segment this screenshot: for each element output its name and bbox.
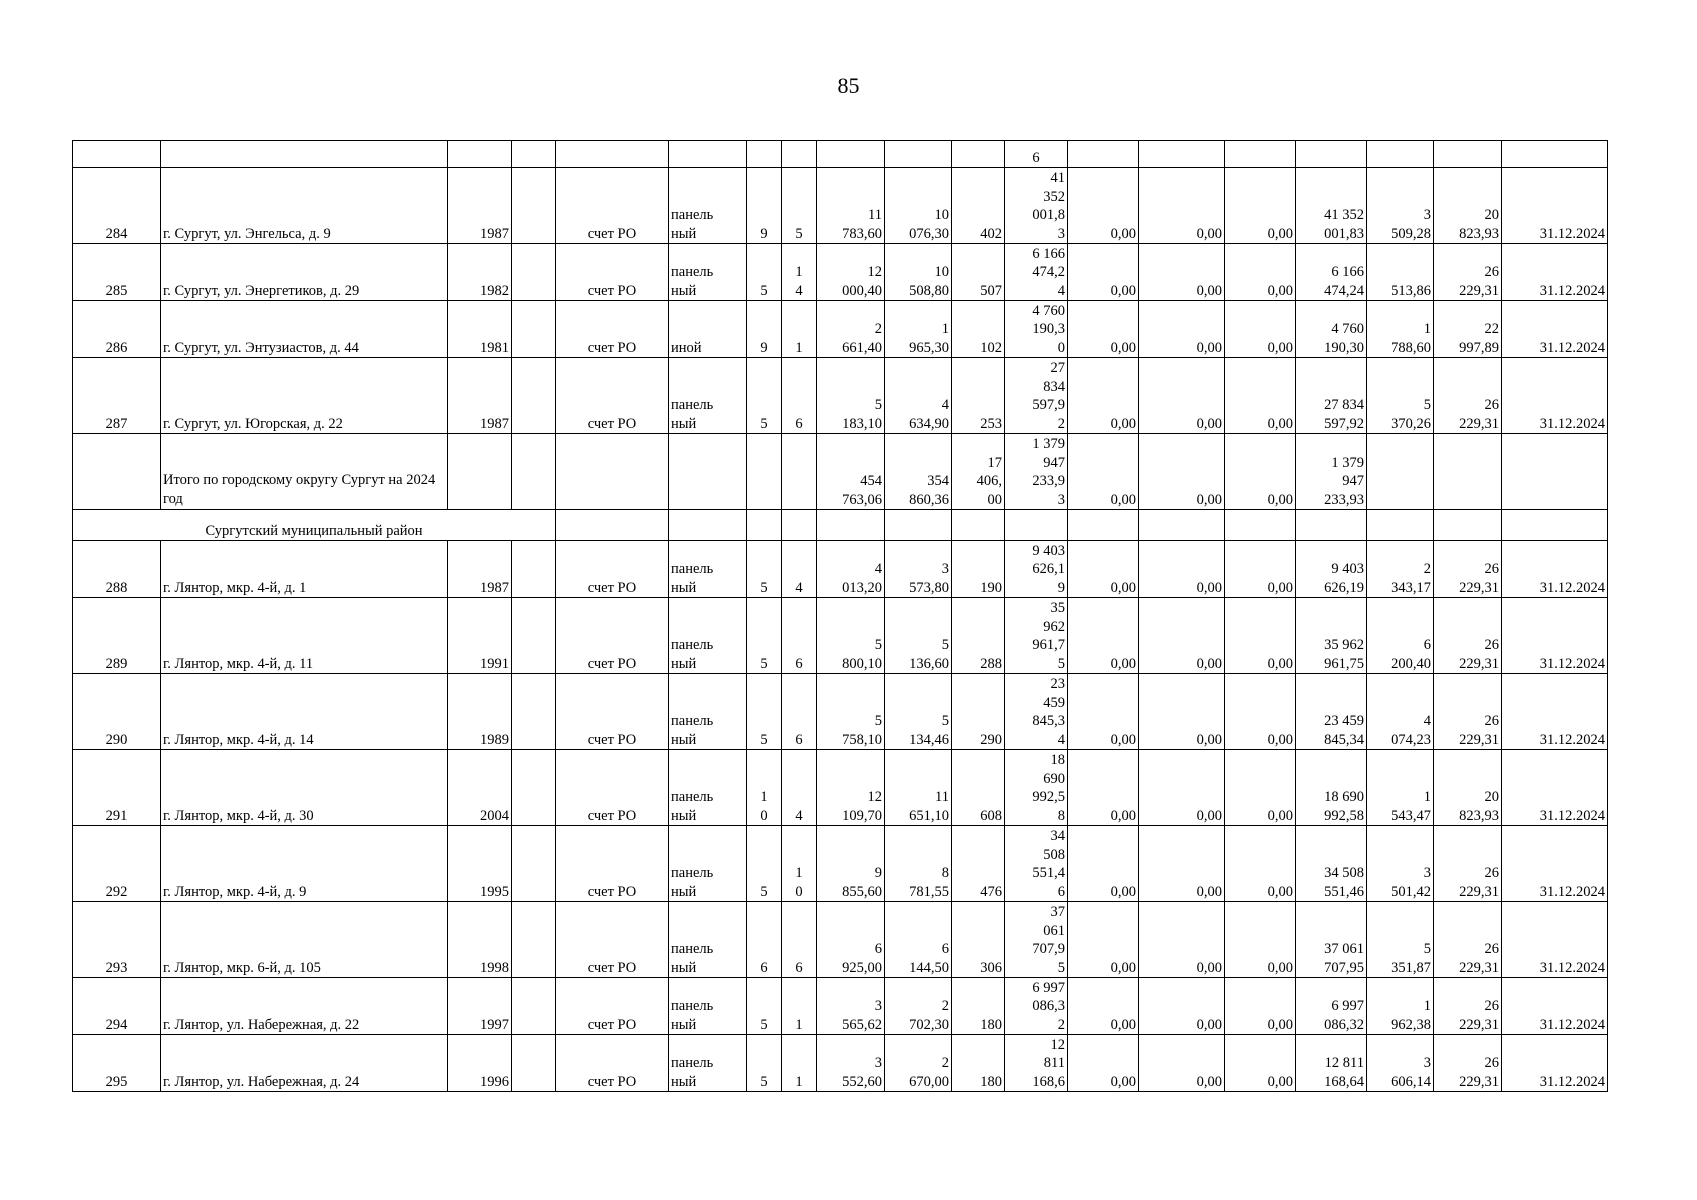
owners-funds-cell: 6 997 086,32 [1296,978,1367,1035]
table-row [73,674,1608,750]
regional-funds-cell: 0,00 [1139,978,1225,1035]
area-living-cell: 2 670,00 [885,1035,952,1092]
area-living-cell: 5 136,60 [885,598,952,674]
address-cell: г. Лянтор, мкр. 4-й, д. 14 [161,674,448,750]
federal-funds-cell: 0,00 [1068,826,1139,902]
owners-funds-cell: 9 403 626,19 [1296,541,1367,598]
entrances-cell: 6 [782,674,817,750]
unit-limit-cell: 26 229,31 [1434,1035,1502,1092]
fund-method-cell: счет РО [556,541,669,598]
owners-funds-cell: 41 352 001,83 [1296,168,1367,244]
area-living-cell: 10 076,30 [885,168,952,244]
federal-funds-cell: 0,00 [1068,358,1139,434]
residents-cell: 476 [952,826,1005,902]
regional-funds-cell: 0,00 [1139,541,1225,598]
empty-cell [885,510,952,541]
area-living-cell: 8 781,55 [885,826,952,902]
unit-limit-cell: 20 823,93 [1434,750,1502,826]
house-number-cell: 290 [73,674,161,750]
wall-material-cell: панель ный [669,541,747,598]
owners-funds-cell: 6 166 474,24 [1296,244,1367,301]
address-cell: г. Лянтор, мкр. 4-й, д. 9 [161,826,448,902]
unit-cost-cell: 3 606,14 [1367,1035,1434,1092]
table-row [73,301,1608,358]
total-area-total-cell: 454 763,06 [817,434,885,510]
cost-total-cell: 12 811 168,6 [1005,1035,1068,1092]
completion-date-cell: 31.12.2024 [1502,168,1608,244]
municipal-funds-cell: 0,00 [1225,826,1296,902]
empty-cell [1068,510,1139,541]
unit-cost-cell: 5 370,26 [1367,358,1434,434]
house-number-cell: 289 [73,598,161,674]
wall-material-cell: панель ный [669,244,747,301]
house-number-cell: 293 [73,902,161,978]
federal-funds-cell: 0,00 [1068,674,1139,750]
area-living-cell: 11 651,10 [885,750,952,826]
fund-method-cell: счет РО [556,674,669,750]
total-cost-cell: 1 379 947 233,9 3 [1005,434,1068,510]
residents-cell: 402 [952,168,1005,244]
year-built-cell: 1995 [448,826,512,902]
table-row [73,826,1608,902]
regional-funds-cell: 0,00 [1139,598,1225,674]
entrances-cell: 1 0 [782,826,817,902]
completion-date-cell: 31.12.2024 [1502,244,1608,301]
unit-limit-cell: 20 823,93 [1434,168,1502,244]
completion-date-cell: 31.12.2024 [1502,541,1608,598]
empty-cell [556,510,669,541]
cost-total-cell: 37 061 707,9 5 [1005,902,1068,978]
floors-cell: 5 [747,541,782,598]
federal-funds-cell: 0,00 [1068,1035,1139,1092]
table-row [73,902,1608,978]
table-row [73,750,1608,826]
wall-material-cell: панель ный [669,358,747,434]
empty-cell [1139,510,1225,541]
completion-date-cell: 31.12.2024 [1502,826,1608,902]
owners-funds-cell: 35 962 961,75 [1296,598,1367,674]
regional-funds-cell: 0,00 [1139,358,1225,434]
cost-total-cell: 35 962 961,7 5 [1005,598,1068,674]
municipal-funds-cell: 0,00 [1225,301,1296,358]
federal-funds-cell: 0,00 [1068,902,1139,978]
cost-total-cell: 6 997 086,3 2 [1005,978,1068,1035]
address-cell: г. Лянтор, ул. Набережная, д. 24 [161,1035,448,1092]
house-number-cell: 294 [73,978,161,1035]
fund-method-cell: счет РО [556,598,669,674]
residents-cell: 180 [952,978,1005,1035]
year-built-cell: 1987 [448,541,512,598]
empty-cell [512,168,556,244]
house-number-cell: 285 [73,244,161,301]
empty-cell [669,510,747,541]
wall-material-cell: панель ный [669,168,747,244]
year-built-cell: 1982 [448,244,512,301]
empty-cell [448,434,512,510]
entrances-cell: 1 4 [782,244,817,301]
house-number-cell: 291 [73,750,161,826]
address-cell: г. Сургут, ул. Энергетиков, д. 29 [161,244,448,301]
area-total-cell: 3 565,62 [817,978,885,1035]
fund-method-cell: счет РО [556,1035,669,1092]
fund-method-cell: счет РО [556,168,669,244]
fund-method-cell: счет РО [556,902,669,978]
unit-cost-cell: 513,86 [1367,244,1434,301]
federal-funds-cell: 0,00 [1068,541,1139,598]
completion-date-cell: 31.12.2024 [1502,598,1608,674]
area-living-cell: 2 702,30 [885,978,952,1035]
area-living-cell: 4 634,90 [885,358,952,434]
wall-material-cell: панель ный [669,826,747,902]
municipal-funds-cell: 0,00 [1225,541,1296,598]
page-number: 85 [837,73,860,98]
unit-limit-cell: 26 229,31 [1434,598,1502,674]
unit-cost-cell: 4 074,23 [1367,674,1434,750]
house-number-cell: 286 [73,301,161,358]
owners-funds-cell: 34 508 551,46 [1296,826,1367,902]
residents-cell: 306 [952,902,1005,978]
floors-cell: 5 [747,826,782,902]
empty-cell [1502,434,1608,510]
empty-cell [782,434,817,510]
completion-date-cell: 31.12.2024 [1502,301,1608,358]
empty-cell [747,434,782,510]
area-total-cell: 2 661,40 [817,301,885,358]
fund-method-cell: счет РО [556,301,669,358]
year-built-cell: 1987 [448,168,512,244]
empty-cell [1434,434,1502,510]
empty-cell [512,541,556,598]
area-total-cell: 6 925,00 [817,902,885,978]
unit-limit-cell: 22 997,89 [1434,301,1502,358]
area-total-cell: 4 013,20 [817,541,885,598]
cost-total-cell: 4 760 190,3 0 [1005,301,1068,358]
entrances-cell: 1 [782,978,817,1035]
cost-total-cell: 34 508 551,4 6 [1005,826,1068,902]
regional-funds-cell: 0,00 [1139,168,1225,244]
address-cell: г. Лянтор, мкр. 4-й, д. 30 [161,750,448,826]
district-row [73,510,1608,541]
area-living-cell: 3 573,80 [885,541,952,598]
empty-cell [556,434,669,510]
unit-limit-cell: 26 229,31 [1434,826,1502,902]
floors-cell: 9 [747,301,782,358]
owners-funds-cell: 37 061 707,95 [1296,902,1367,978]
unit-limit-cell: 26 229,31 [1434,541,1502,598]
year-built-cell: 1991 [448,598,512,674]
owners-funds-cell: 27 834 597,92 [1296,358,1367,434]
fund-method-cell: счет РО [556,750,669,826]
empty-cell [1296,510,1367,541]
empty-cell [1434,510,1502,541]
owners-funds-cell: 18 690 992,58 [1296,750,1367,826]
empty-cell [512,358,556,434]
completion-date-cell: 31.12.2024 [1502,674,1608,750]
area-living-cell: 5 134,46 [885,674,952,750]
empty-cell [512,978,556,1035]
federal-funds-cell: 0,00 [1068,598,1139,674]
address-cell: г. Лянтор, мкр. 6-й, д. 105 [161,902,448,978]
area-total-cell: 5 183,10 [817,358,885,434]
regional-funds-cell: 0,00 [1139,826,1225,902]
unit-limit-cell: 26 229,31 [1434,674,1502,750]
empty-cell [73,434,161,510]
residents-cell: 290 [952,674,1005,750]
unit-cost-cell: 3 509,28 [1367,168,1434,244]
municipal-funds-cell: 0,00 [1225,978,1296,1035]
total-row [73,434,1608,510]
empty-cell [1502,510,1608,541]
cost-total-cell: 18 690 992,5 8 [1005,750,1068,826]
address-cell: г. Лянтор, мкр. 4-й, д. 1 [161,541,448,598]
empty-cell [1225,510,1296,541]
federal-funds-cell: 0,00 [1068,301,1139,358]
federal-funds-cell: 0,00 [1068,168,1139,244]
address-cell: г. Сургут, ул. Энтузиастов, д. 44 [161,301,448,358]
house-number-cell: 284 [73,168,161,244]
owners-funds-cell: 23 459 845,34 [1296,674,1367,750]
empty-cell [512,301,556,358]
cost-total-cell: 9 403 626,1 9 [1005,541,1068,598]
table-row [73,1035,1608,1092]
entrances-cell: 6 [782,902,817,978]
entrances-cell: 6 [782,598,817,674]
residents-cell: 180 [952,1035,1005,1092]
year-built-cell: 1996 [448,1035,512,1092]
regional-funds-cell: 0,00 [1139,750,1225,826]
cost-total-cell: 41 352 001,8 3 [1005,168,1068,244]
fund-method-cell: счет РО [556,358,669,434]
cost-total-cell: 27 834 597,9 2 [1005,358,1068,434]
empty-cell [952,510,1005,541]
completion-date-cell: 31.12.2024 [1502,1035,1608,1092]
year-built-cell: 1981 [448,301,512,358]
regional-funds-cell: 0,00 [1139,301,1225,358]
total-area-living-cell: 354 860,36 [885,434,952,510]
house-number-cell: 287 [73,358,161,434]
municipal-funds-cell: 0,00 [1225,168,1296,244]
owners-funds-cell: 12 811 168,64 [1296,1035,1367,1092]
empty-cell [512,434,556,510]
cost-total-cell: 6 166 474,2 4 [1005,244,1068,301]
total-label-cell: Итого по городскому округу Сургут на 2024 год [161,434,448,510]
empty-cell [512,826,556,902]
unit-cost-cell: 1 543,47 [1367,750,1434,826]
house-number-cell: 295 [73,1035,161,1092]
municipal-funds-cell: 0,00 [1225,1035,1296,1092]
regional-funds-cell: 0,00 [1139,244,1225,301]
regional-funds-cell: 0,00 [1139,1035,1225,1092]
regional-funds-cell: 0,00 [1139,902,1225,978]
year-built-cell: 2004 [448,750,512,826]
wall-material-cell: панель ный [669,1035,747,1092]
fund-method-cell: счет РО [556,244,669,301]
federal-funds-cell: 0,00 [1068,244,1139,301]
floors-cell: 9 [747,168,782,244]
entrances-cell: 1 [782,301,817,358]
empty-cell [512,1035,556,1092]
empty-cell [512,902,556,978]
empty-cell [782,510,817,541]
empty-cell [512,750,556,826]
area-living-cell: 6 144,50 [885,902,952,978]
empty-cell [747,510,782,541]
empty-cell [512,598,556,674]
table-row [73,978,1608,1035]
empty-cell [817,510,885,541]
address-cell: г. Сургут, ул. Энгельса, д. 9 [161,168,448,244]
regional-funds-cell: 0,00 [1139,674,1225,750]
area-total-cell: 3 552,60 [817,1035,885,1092]
municipal-funds-cell: 0,00 [1225,358,1296,434]
total-regional-cell: 0,00 [1139,434,1225,510]
entrances-cell: 4 [782,750,817,826]
table-row [73,168,1608,244]
completion-date-cell: 31.12.2024 [1502,358,1608,434]
empty-cell [1367,510,1434,541]
municipal-funds-cell: 0,00 [1225,244,1296,301]
floors-cell: 5 [747,978,782,1035]
address-cell: г. Сургут, ул. Югорская, д. 22 [161,358,448,434]
area-living-cell: 1 965,30 [885,301,952,358]
unit-cost-cell: 1 962,38 [1367,978,1434,1035]
continuation-row [73,141,1608,168]
house-number-cell: 292 [73,826,161,902]
federal-funds-cell: 0,00 [1068,978,1139,1035]
area-living-cell: 10 508,80 [885,244,952,301]
wall-material-cell: панель ный [669,978,747,1035]
area-total-cell: 5 758,10 [817,674,885,750]
unit-limit-cell: 26 229,31 [1434,902,1502,978]
table-row [73,358,1608,434]
continuation-cell: 6 [1005,141,1068,168]
municipal-funds-cell: 0,00 [1225,674,1296,750]
entrances-cell: 4 [782,541,817,598]
entrances-cell: 1 [782,1035,817,1092]
municipal-funds-cell: 0,00 [1225,750,1296,826]
fund-method-cell: счет РО [556,978,669,1035]
residents-cell: 288 [952,598,1005,674]
wall-material-cell: панель ный [669,902,747,978]
unit-cost-cell: 2 343,17 [1367,541,1434,598]
wall-material-cell: панель ный [669,750,747,826]
unit-limit-cell: 26 229,31 [1434,978,1502,1035]
residents-cell: 253 [952,358,1005,434]
table-row [73,244,1608,301]
address-cell: г. Лянтор, ул. Набережная, д. 22 [161,978,448,1035]
cost-total-cell: 23 459 845,3 4 [1005,674,1068,750]
empty-cell [1005,510,1068,541]
floors-cell: 5 [747,244,782,301]
unit-cost-cell: 6 200,40 [1367,598,1434,674]
empty-cell [669,434,747,510]
residents-cell: 102 [952,301,1005,358]
entrances-cell: 5 [782,168,817,244]
total-residents-cell: 17 406, 00 [952,434,1005,510]
address-cell: г. Лянтор, мкр. 4-й, д. 11 [161,598,448,674]
empty-cell [512,674,556,750]
fund-method-cell: счет РО [556,826,669,902]
unit-cost-cell: 3 501,42 [1367,826,1434,902]
wall-material-cell: панель ный [669,598,747,674]
total-municipal-cell: 0,00 [1225,434,1296,510]
unit-cost-cell: 5 351,87 [1367,902,1434,978]
year-built-cell: 1989 [448,674,512,750]
municipal-funds-cell: 0,00 [1225,598,1296,674]
federal-funds-cell: 0,00 [1068,750,1139,826]
owners-funds-cell: 4 760 190,30 [1296,301,1367,358]
empty-cell [512,244,556,301]
total-federal-cell: 0,00 [1068,434,1139,510]
residents-cell: 190 [952,541,1005,598]
completion-date-cell: 31.12.2024 [1502,750,1608,826]
area-total-cell: 5 800,10 [817,598,885,674]
year-built-cell: 1997 [448,978,512,1035]
total-owners-cell: 1 379 947 233,93 [1296,434,1367,510]
residents-cell: 608 [952,750,1005,826]
wall-material-cell: панель ный [669,674,747,750]
unit-limit-cell: 26 229,31 [1434,358,1502,434]
wall-material-cell: иной [669,301,747,358]
floors-cell: 5 [747,1035,782,1092]
floors-cell: 5 [747,598,782,674]
district-label: Сургутский муниципальный район [73,510,556,541]
area-total-cell: 12 000,40 [817,244,885,301]
empty-cell [1367,434,1434,510]
completion-date-cell: 31.12.2024 [1502,978,1608,1035]
year-built-cell: 1998 [448,902,512,978]
floors-cell: 6 [747,902,782,978]
residents-cell: 507 [952,244,1005,301]
entrances-cell: 6 [782,358,817,434]
housing-repair-table [72,140,1608,1092]
table-row [73,598,1608,674]
year-built-cell: 1987 [448,358,512,434]
unit-cost-cell: 1 788,60 [1367,301,1434,358]
floors-cell: 5 [747,358,782,434]
area-total-cell: 11 783,60 [817,168,885,244]
area-total-cell: 12 109,70 [817,750,885,826]
table-row [73,541,1608,598]
floors-cell: 5 [747,674,782,750]
unit-limit-cell: 26 229,31 [1434,244,1502,301]
completion-date-cell: 31.12.2024 [1502,902,1608,978]
house-number-cell: 288 [73,541,161,598]
municipal-funds-cell: 0,00 [1225,902,1296,978]
floors-cell: 1 0 [747,750,782,826]
area-total-cell: 9 855,60 [817,826,885,902]
